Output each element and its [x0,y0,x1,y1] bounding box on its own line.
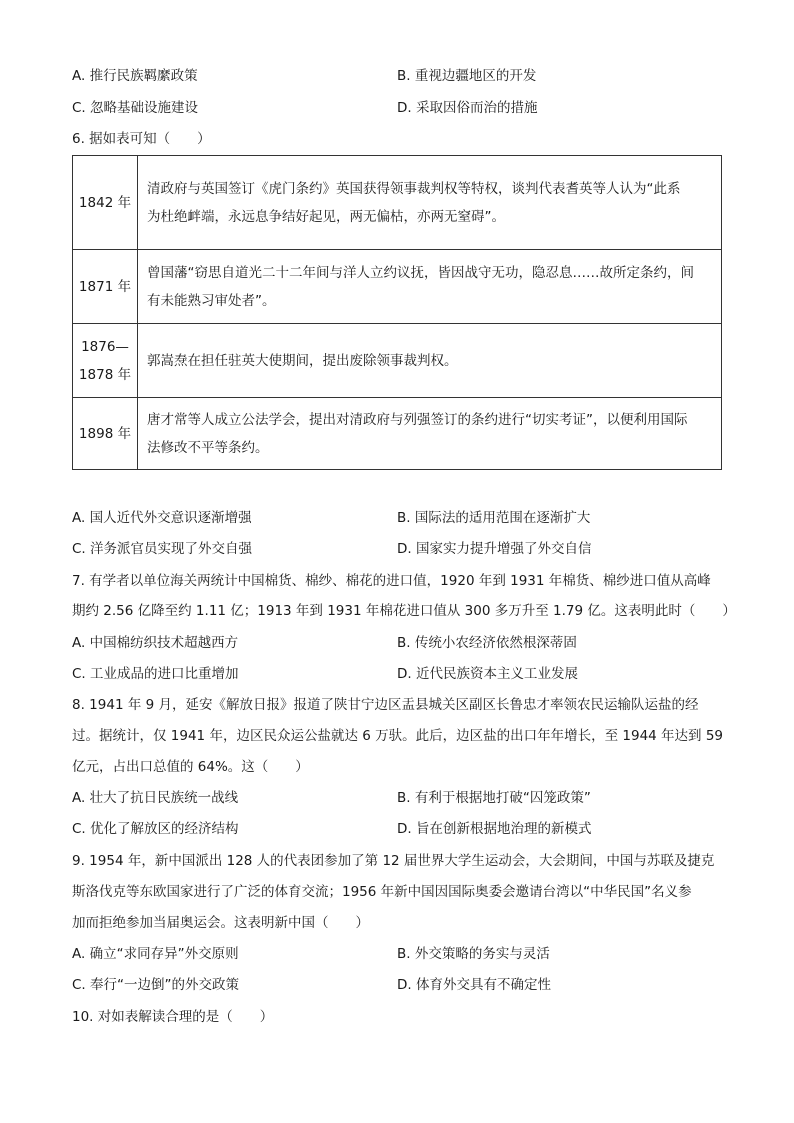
q7-option-c: C. 工业成品的进口比重增加 [72,666,239,682]
q8-stem-line-2: 过。据统计，仅 1941 年，边区民众运公盐就达 6 万驮。此后，边区盐的出口年年增长，至 1944 年达到 59 [72,728,724,744]
table-content-cell [138,398,722,470]
q7-option-a: A. 中国棉纺织技术超越西方 [72,635,239,651]
q5-option-a: A. 推行民族羁縻政策 [72,68,198,84]
table-year-cell [73,156,138,250]
q5-option-d: D. 采取因俗而治的措施 [397,100,538,116]
q6-stem: 6. 据如表可知（ ） [72,131,211,147]
q9-stem-line-2: 斯洛伐克等东欧国家进行了广泛的体育交流；1956 年新中国因国际奥委会邀请台湾以“中华民国”名义参 [72,884,692,900]
year-line: 1876— [81,338,129,355]
q8-option-d: D. 旨在创新根据地治理的新模式 [397,821,592,837]
content-line: 曾国藩“窃思自道光二十二年间与洋人立约议抚，皆因战守无功，隐忍息……故所定条约，间 [147,264,694,281]
q7-option-b: B. 传统小农经济依然根深蒂固 [397,635,577,651]
table-content-cell [138,324,722,398]
q7-stem-line-1: 7. 有学者以单位海关两统计中国棉货、棉纱、棉花的进口值，1920 年到 1931 年棉货、棉纱进口值从高峰 [72,573,711,589]
table-content-cell [138,250,722,324]
q7-stem-line-2: 期约 2.56 亿降至约 1.11 亿；1913 年到 1931 年棉花进口值从 300 多万升至 1.79 亿。这表明此时（ ） [72,603,736,619]
table-row [73,324,722,398]
table-year-cell [73,250,138,324]
q6-option-c: C. 洋务派官员实现了外交自强 [72,541,253,557]
q9-stem-line-3: 加而拒绝参加当届奥运会。这表明新中国（ ） [72,915,369,931]
year-line: 1871 年 [78,278,132,295]
table-content-cell [138,156,722,250]
q9-option-c: C. 奉行“一边倒”的外交政策 [72,977,239,993]
table-row [73,156,722,250]
year-line: 1898 年 [78,425,132,442]
q5-option-c: C. 忽略基础设施建设 [72,100,199,116]
q5-option-b: B. 重视边疆地区的开发 [397,68,537,84]
q8-option-a: A. 壮大了抗日民族统一战线 [72,790,239,806]
q9-option-b: B. 外交策略的务实与灵活 [397,946,550,962]
content-line: 清政府与英国签订《虎门条约》英国获得领事裁判权等特权，谈判代表耆英等人认为“此系 [147,180,681,197]
year-line: 1878 年 [78,366,132,383]
q8-option-c: C. 优化了解放区的经济结构 [72,821,239,837]
content-line: 唐才常等人成立公法学会，提出对清政府与列强签订的条约进行“切实考证”，以便利用国际 [147,411,688,428]
table-year-cell [73,398,138,470]
year-line: 1842 年 [78,194,132,211]
content-line: 法修改不平等条约。 [147,439,269,456]
q7-option-d: D. 近代民族资本主义工业发展 [397,666,578,682]
content-line: 郭嵩焘在担任驻英大使期间，提出废除领事裁判权。 [147,352,458,369]
q9-option-d: D. 体育外交具有不确定性 [397,977,551,993]
q6-option-b: B. 国际法的适用范围在逐渐扩大 [397,510,591,526]
q9-stem-line-1: 9. 1954 年，新中国派出 128 人的代表团参加了第 12 届世界大学生运动会，大会期间，中国与苏联及捷克 [72,853,715,869]
q8-option-b: B. 有利于根据地打破“囚笼政策” [397,790,591,806]
table-row [73,250,722,324]
q6-option-d: D. 国家实力提升增强了外交自信 [397,541,592,557]
q8-stem-line-1: 8. 1941 年 9 月，延安《解放日报》报道了陕甘宁边区盂县城关区副区长鲁忠才率领农民运输队运盐的经 [72,697,699,713]
table-row [73,398,722,470]
q8-stem-line-3: 亿元，占出口总值的 64%。这（ ） [72,759,309,775]
content-line: 为杜绝衅端，永远息争结好起见，两无偏枯，亦两无窒碍”。 [147,208,505,225]
q6-option-a: A. 国人近代外交意识逐渐增强 [72,510,252,526]
table-year-cell [73,324,138,398]
q6-history-table [72,155,722,470]
content-line: 有未能熟习审处者”。 [147,292,276,309]
q10-stem: 10. 对如表解读合理的是（ ） [72,1009,274,1025]
q9-option-a: A. 确立“求同存异”外交原则 [72,946,239,962]
